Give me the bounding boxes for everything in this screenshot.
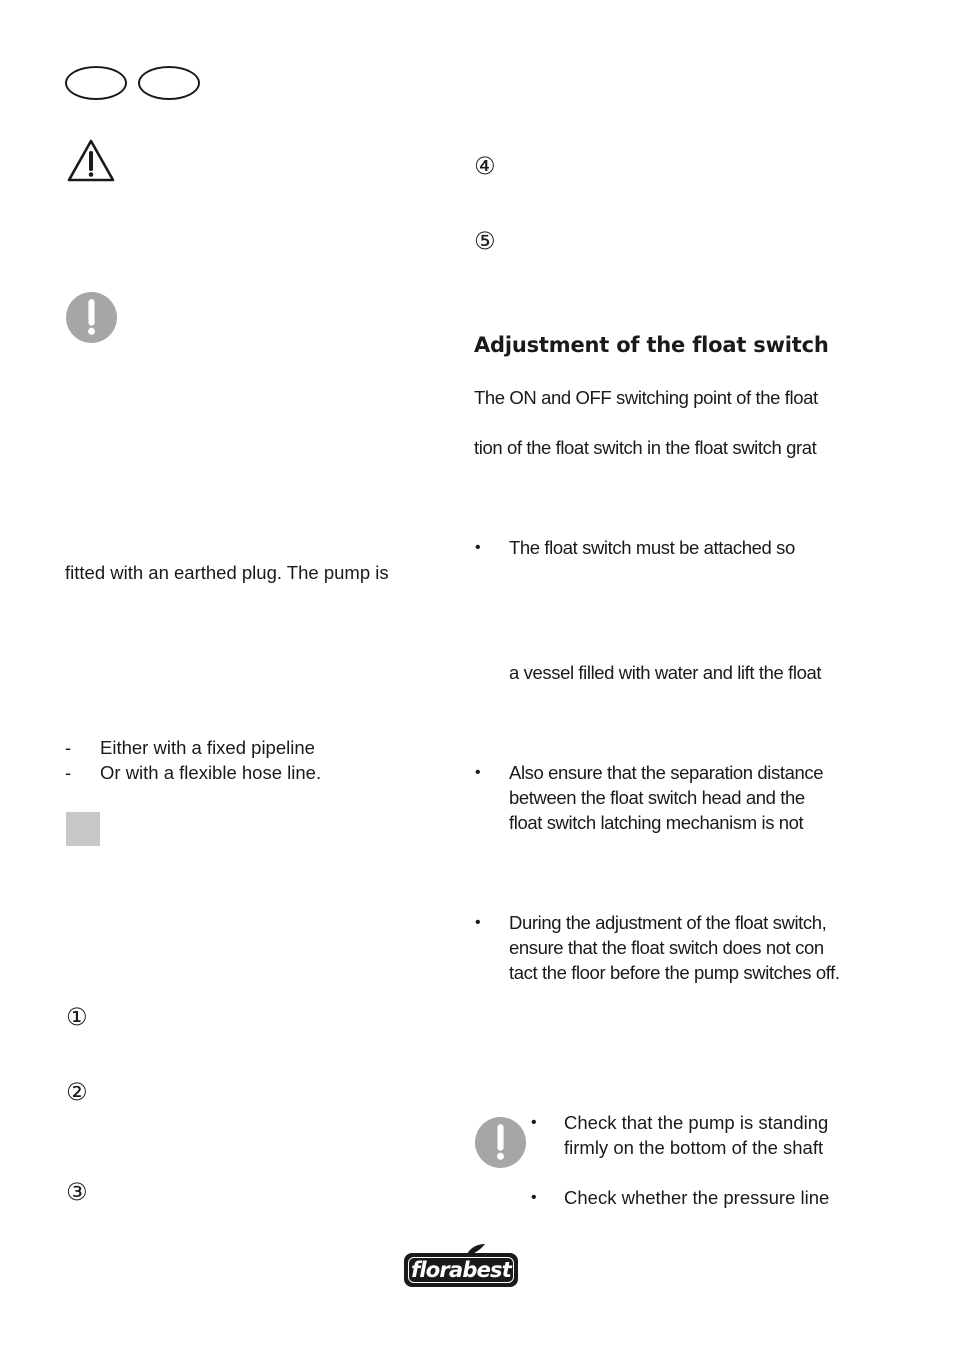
language-badge-1 bbox=[65, 66, 127, 100]
logo-badge bbox=[404, 1253, 518, 1287]
step-number-4: ④ bbox=[474, 152, 496, 180]
bullet-text: ensure that the float switch does not con bbox=[509, 937, 824, 958]
paragraph-line: The ON and OFF switching point of the float bbox=[474, 387, 818, 408]
bullet-marker: • bbox=[531, 1114, 537, 1131]
bullet-marker: • bbox=[475, 914, 481, 931]
brand-logo bbox=[404, 1243, 518, 1289]
section-heading: Adjustment of the float switch bbox=[474, 333, 829, 357]
list-item: Either with a fixed pipeline bbox=[100, 737, 315, 758]
bullet-text: firmly on the bottom of the shaft bbox=[564, 1137, 824, 1158]
language-badge-2 bbox=[138, 66, 200, 100]
bullet-text: tact the floor before the pump switches off. bbox=[509, 962, 840, 983]
bullet-marker: • bbox=[475, 539, 481, 556]
attention-icon bbox=[475, 1117, 526, 1168]
logo-text: florabest bbox=[411, 1258, 511, 1282]
step-number-2: ② bbox=[66, 1078, 88, 1106]
warning-triangle-icon bbox=[66, 138, 116, 183]
bullet-text: float switch latching mechanism is not bbox=[509, 812, 804, 833]
bullet-text: Check whether the pressure line bbox=[564, 1187, 830, 1208]
list-item: Or with a flexible hose line. bbox=[100, 762, 322, 783]
gray-box-marker bbox=[66, 812, 100, 846]
paragraph-line: tion of the float switch in the float switch grat bbox=[474, 437, 817, 458]
bullet-text: Check that the pump is standing bbox=[564, 1112, 829, 1133]
bullet-marker: • bbox=[531, 1189, 537, 1206]
bullet-marker: • bbox=[475, 764, 481, 781]
list-marker: - bbox=[65, 737, 72, 758]
attention-icon bbox=[66, 292, 117, 343]
step-number-3: ③ bbox=[66, 1178, 88, 1206]
step-number-1: ① bbox=[66, 1003, 88, 1031]
list-marker: - bbox=[65, 762, 72, 783]
bullet-text: During the adjustment of the float switch, bbox=[509, 912, 827, 933]
bullet-text: Also ensure that the separation distance bbox=[509, 762, 824, 783]
bullet-text: between the float switch head and the bbox=[509, 787, 805, 808]
bullet-text: a vessel filled with water and lift the float bbox=[509, 662, 822, 683]
body-text-line: fitted with an earthed plug. The pump is bbox=[65, 562, 389, 583]
step-number-5: ⑤ bbox=[474, 227, 496, 255]
bullet-text: The float switch must be attached so bbox=[509, 537, 795, 558]
